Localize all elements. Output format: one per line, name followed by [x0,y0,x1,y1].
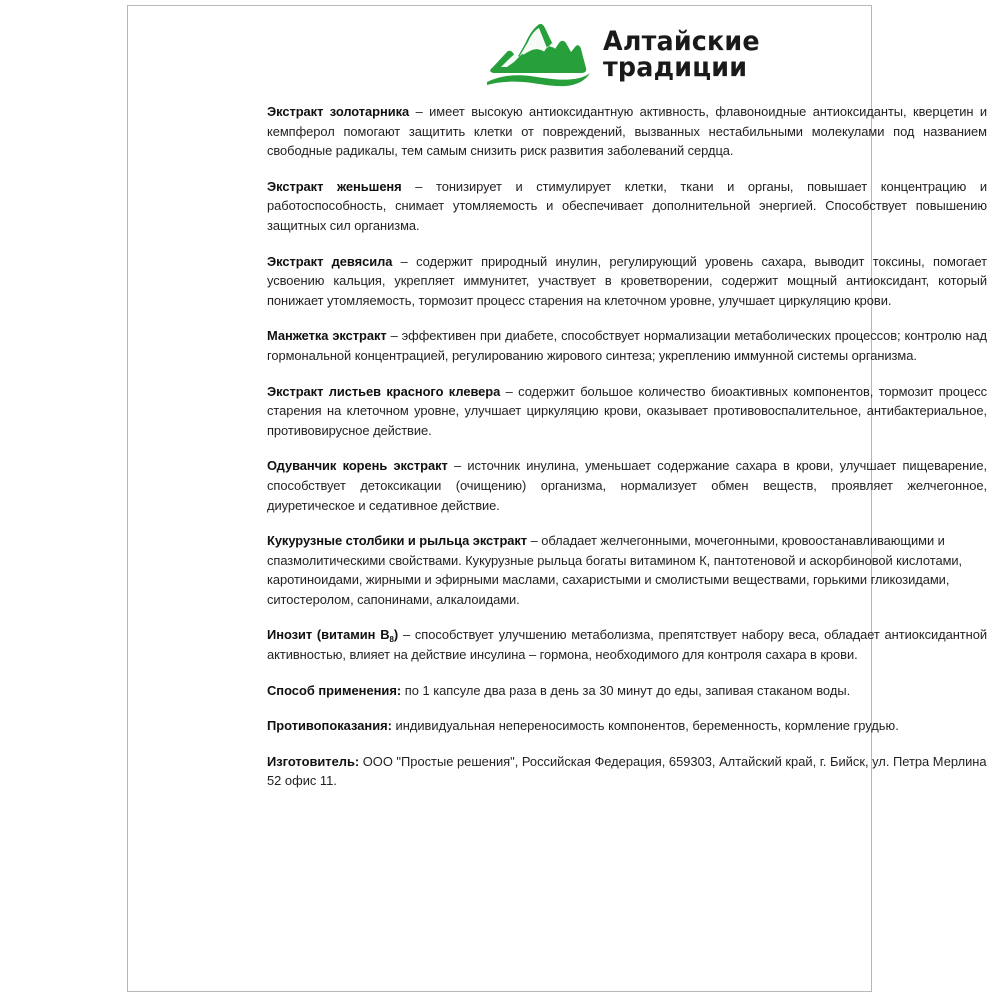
inositol-lead-post: ) [393,627,399,643]
brand-logo-line1: Алтайские [602,25,760,57]
ingredient-body: – содержит большое количество биоактивных компонентов, тормозит процесс старения на клеточном уровне, улучшает циркуляцию крови, оказывает противовоспалительное, антибактериальное, противовирусное действие. [267,383,987,438]
ingredient-lead: Манжетка экстракт [267,328,387,344]
ingredient-lead: Экстракт девясила [267,253,393,269]
ingredient-paragraph-cornsilk [267,531,987,609]
ingredient-lead: Кукурузные столбики и рыльца экстракт [267,533,528,549]
manufacturer-body: ООО "Простые решения", Российская Федерация, 659303, Алтайский край, г. Бийск, ул. Петра Мерлина 52 офис 11. [267,753,987,789]
usage-lead: Способ применения: [267,682,402,698]
ingredient-paragraph-goldenrod [267,102,987,161]
ingredient-body: – эффективен при диабете, способствует нормализации метаболических процессов; контролю над гормональной концентрацией, регулированию жирового синтеза; укреплению иммунной системы организма. [267,328,987,363]
manufacturer-lead: Изготовитель: [267,753,360,769]
contraindications-body: индивидуальная непереносимость компонентов, беременность, кормление грудью. [391,718,899,734]
ingredient-body: – имеет высокую антиоксидантную активность, флавоноидные антиоксиданты, кверцетин и кемпферол помогают защитить клетки от повреждений, вызванных нестабильными молекулами под названием свободные радикалы, тем самым снизить риск развития заболеваний сердца. [267,104,987,159]
mountain-logo-icon [485,23,593,89]
contraindications-paragraph [267,716,987,736]
ingredient-paragraph-ginseng [267,177,987,236]
ingredient-body: – способствует улучшению метаболизма, препятствует набору веса, обладает антиоксидантной активностью, влияет на действие инсулина – гормона, необходимого для контроля сахара в крови. [267,627,987,663]
manufacturer-paragraph [267,752,987,791]
ingredient-body: – источник инулина, уменьшает содержание сахара в крови, улучшает пищеварение, способствует детоксикации (очищению) организма, нормализует обмен веществ, проявляет желчегонное, диуретическое и седативное действие. [267,458,987,513]
contraindications-lead: Противопоказания: [267,718,392,734]
ingredient-body: – тонизирует и стимулирует клетки, ткани и органы, повышает концентрацию и работоспособность, снимает утомляемость и обеспечивает дополнительной энергией. Способствует повышению защитных сил организма. [267,178,988,233]
ingredient-paragraph-inositol [267,625,987,664]
usage-body: по 1 капсуле два раза в день за 30 минут до еды, запивая стаканом воды. [401,682,851,698]
ingredient-lead [267,627,399,645]
brand-logo-text [602,25,770,84]
brand-logo [267,16,987,96]
ingredient-paragraph-elecampane [267,252,987,311]
ingredient-lead: Экстракт листьев красного клевера [267,383,501,399]
ingredient-paragraph-redclover [267,382,987,441]
inositol-lead-pre: Инозит (витамин B [267,627,390,643]
ingredient-lead: Экстракт женьшеня [267,178,402,194]
usage-paragraph [267,681,987,701]
inositol-subscript: 8 [389,635,394,645]
ingredient-paragraph-ladysmantle [267,326,987,365]
ingredient-lead: Одуванчик корень экстракт [267,458,448,474]
ingredient-lead: Экстракт золотарника [267,104,410,119]
ingredient-body: – содержит природный инулин, регулирующий уровень сахара, выводит токсины, помогает усвоению кальция, укрепляет иммунитет, участвует в кроветворении, содержит мощный антиоксидант, который понижает утомляемость, тормозит процесс старения на клеточном уровне, улучшает циркуляцию крови. [267,253,987,308]
document-page-frame [127,5,988,992]
ingredient-body: – обладает желчегонными, мочегонными, кровоостанавливающими и спазмолитическими свойствами. Кукурузные рыльца богаты витамином К, пантотеновой и аскорбиновой кислотами, каротиноидами, жирными и эфирными маслами, сахаристыми и смолистыми веществами, горькими гликозидами, ситостеролом, сапонинами, алкалоидами. [267,533,963,607]
ingredient-paragraph-dandelion [267,456,987,515]
document-content [267,16,987,807]
brand-logo-line2: традиции [602,52,747,83]
